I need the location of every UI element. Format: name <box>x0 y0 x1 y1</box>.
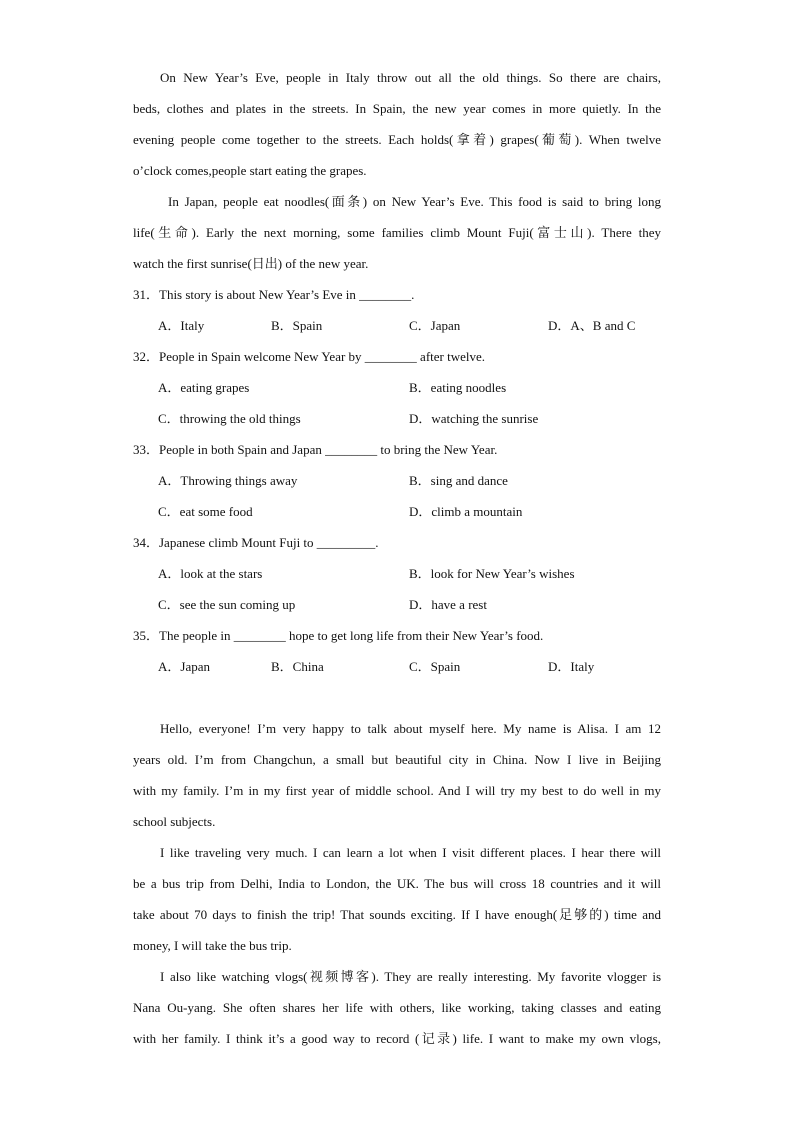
text-line: In Japan, people eat noodles(面条) on New Year’s Eve. This food is said to bring long <box>168 194 661 209</box>
option-c: C．eat some food <box>158 504 253 519</box>
option-b: B．Spain <box>271 318 323 333</box>
text-line: be a bus trip from Delhi, India to London, the UK. The bus will cross 18 countries and it will <box>133 876 661 891</box>
text-line: watch the first sunrise(日出) of the new year. <box>133 256 369 271</box>
question-32-options-row-1 <box>133 372 661 403</box>
text-line: school subjects. <box>133 814 216 829</box>
text-line: Nana Ou-yang. She often shares her life with others, like working, taking classes and eating <box>133 1000 661 1015</box>
option-d: D．A、B and C <box>548 318 636 333</box>
option-c: C．Spain <box>409 659 461 674</box>
text-line: I like traveling very much. I can learn a lot when I visit different places. I hear there will <box>160 845 661 860</box>
option-c: C．see the sun coming up <box>158 597 296 612</box>
text-line: years old. I’m from Changchun, a small but beautiful city in China. Now I live in Beijing <box>133 752 661 767</box>
option-a: A．Italy <box>158 318 205 333</box>
text-line: life(生命). Early the next morning, some families climb Mount Fuji(富士山). There they <box>133 225 661 240</box>
text-line: I also like watching vlogs(视频博客). They are really interesting. My favorite vlogger is <box>160 969 661 984</box>
question-35-options <box>133 651 661 682</box>
text-line: Hello, everyone! I’m very happy to talk about myself here. My name is Alisa. I am 12 <box>160 721 661 736</box>
option-a: A．Japan <box>158 659 210 674</box>
option-b: B．eating noodles <box>409 380 507 395</box>
section-spacer <box>133 682 661 713</box>
option-c: C．Japan <box>409 318 461 333</box>
passage1-paragraph-2 <box>133 186 661 279</box>
text-line: o’clock comes,people start eating the grapes. <box>133 163 367 178</box>
text-line: money, I will take the bus trip. <box>133 938 292 953</box>
question-34-options-row-2 <box>133 589 661 620</box>
option-d: D．Italy <box>548 659 595 674</box>
document-content <box>133 62 661 1054</box>
question-33-options-row-2 <box>133 496 661 527</box>
text-line: beds, clothes and plates in the streets. In Spain, the new year comes in more quietly. In the <box>133 101 661 116</box>
text-line: evening people come together to the streets. Each holds(拿着) grapes(葡萄). When twelve <box>133 132 661 147</box>
question-33-stem: 33．People in both Spain and Japan ________ to bring the New Year. <box>133 442 498 457</box>
passage2-paragraph-2 <box>133 837 661 961</box>
text-line: with her family. I think it’s a good way to record (记录) life. I want to make my own vlogs, <box>133 1031 661 1046</box>
question-33-options-row-1 <box>133 465 661 496</box>
question-32-stem: 32．People in Spain welcome New Year by ________ after twelve. <box>133 349 486 364</box>
option-b: B．look for New Year’s wishes <box>409 566 575 581</box>
text-line: with my family. I’m in my first year of middle school. And I will try my best to do well in my <box>133 783 661 798</box>
option-d: D．climb a mountain <box>409 504 523 519</box>
option-a: A．look at the stars <box>158 566 263 581</box>
text-line: On New Year’s Eve, people in Italy throw out all the old things. So there are chairs, <box>160 70 661 85</box>
option-d: D．have a rest <box>409 597 487 612</box>
option-b: B．China <box>271 659 324 674</box>
question-34-stem: 34．Japanese climb Mount Fuji to _________. <box>133 535 379 550</box>
question-34-options-row-1 <box>133 558 661 589</box>
option-d: D．watching the sunrise <box>409 411 539 426</box>
option-a: A．eating grapes <box>158 380 250 395</box>
question-31-options <box>133 310 661 341</box>
question-31-stem: 31．This story is about New Year’s Eve in ________. <box>133 287 415 302</box>
option-b: B．sing and dance <box>409 473 508 488</box>
text-line: take about 70 days to finish the trip! That sounds exciting. If I have enough(足够的) time and <box>133 907 661 922</box>
option-c: C．throwing the old things <box>158 411 301 426</box>
passage2-paragraph-3 <box>133 961 661 1054</box>
question-35-stem: 35．The people in ________ hope to get long life from their New Year’s food. <box>133 628 544 643</box>
passage2-paragraph-1 <box>133 713 661 837</box>
option-a: A．Throwing things away <box>158 473 298 488</box>
question-32-options-row-2 <box>133 403 661 434</box>
passage1-paragraph-1 <box>133 62 661 186</box>
